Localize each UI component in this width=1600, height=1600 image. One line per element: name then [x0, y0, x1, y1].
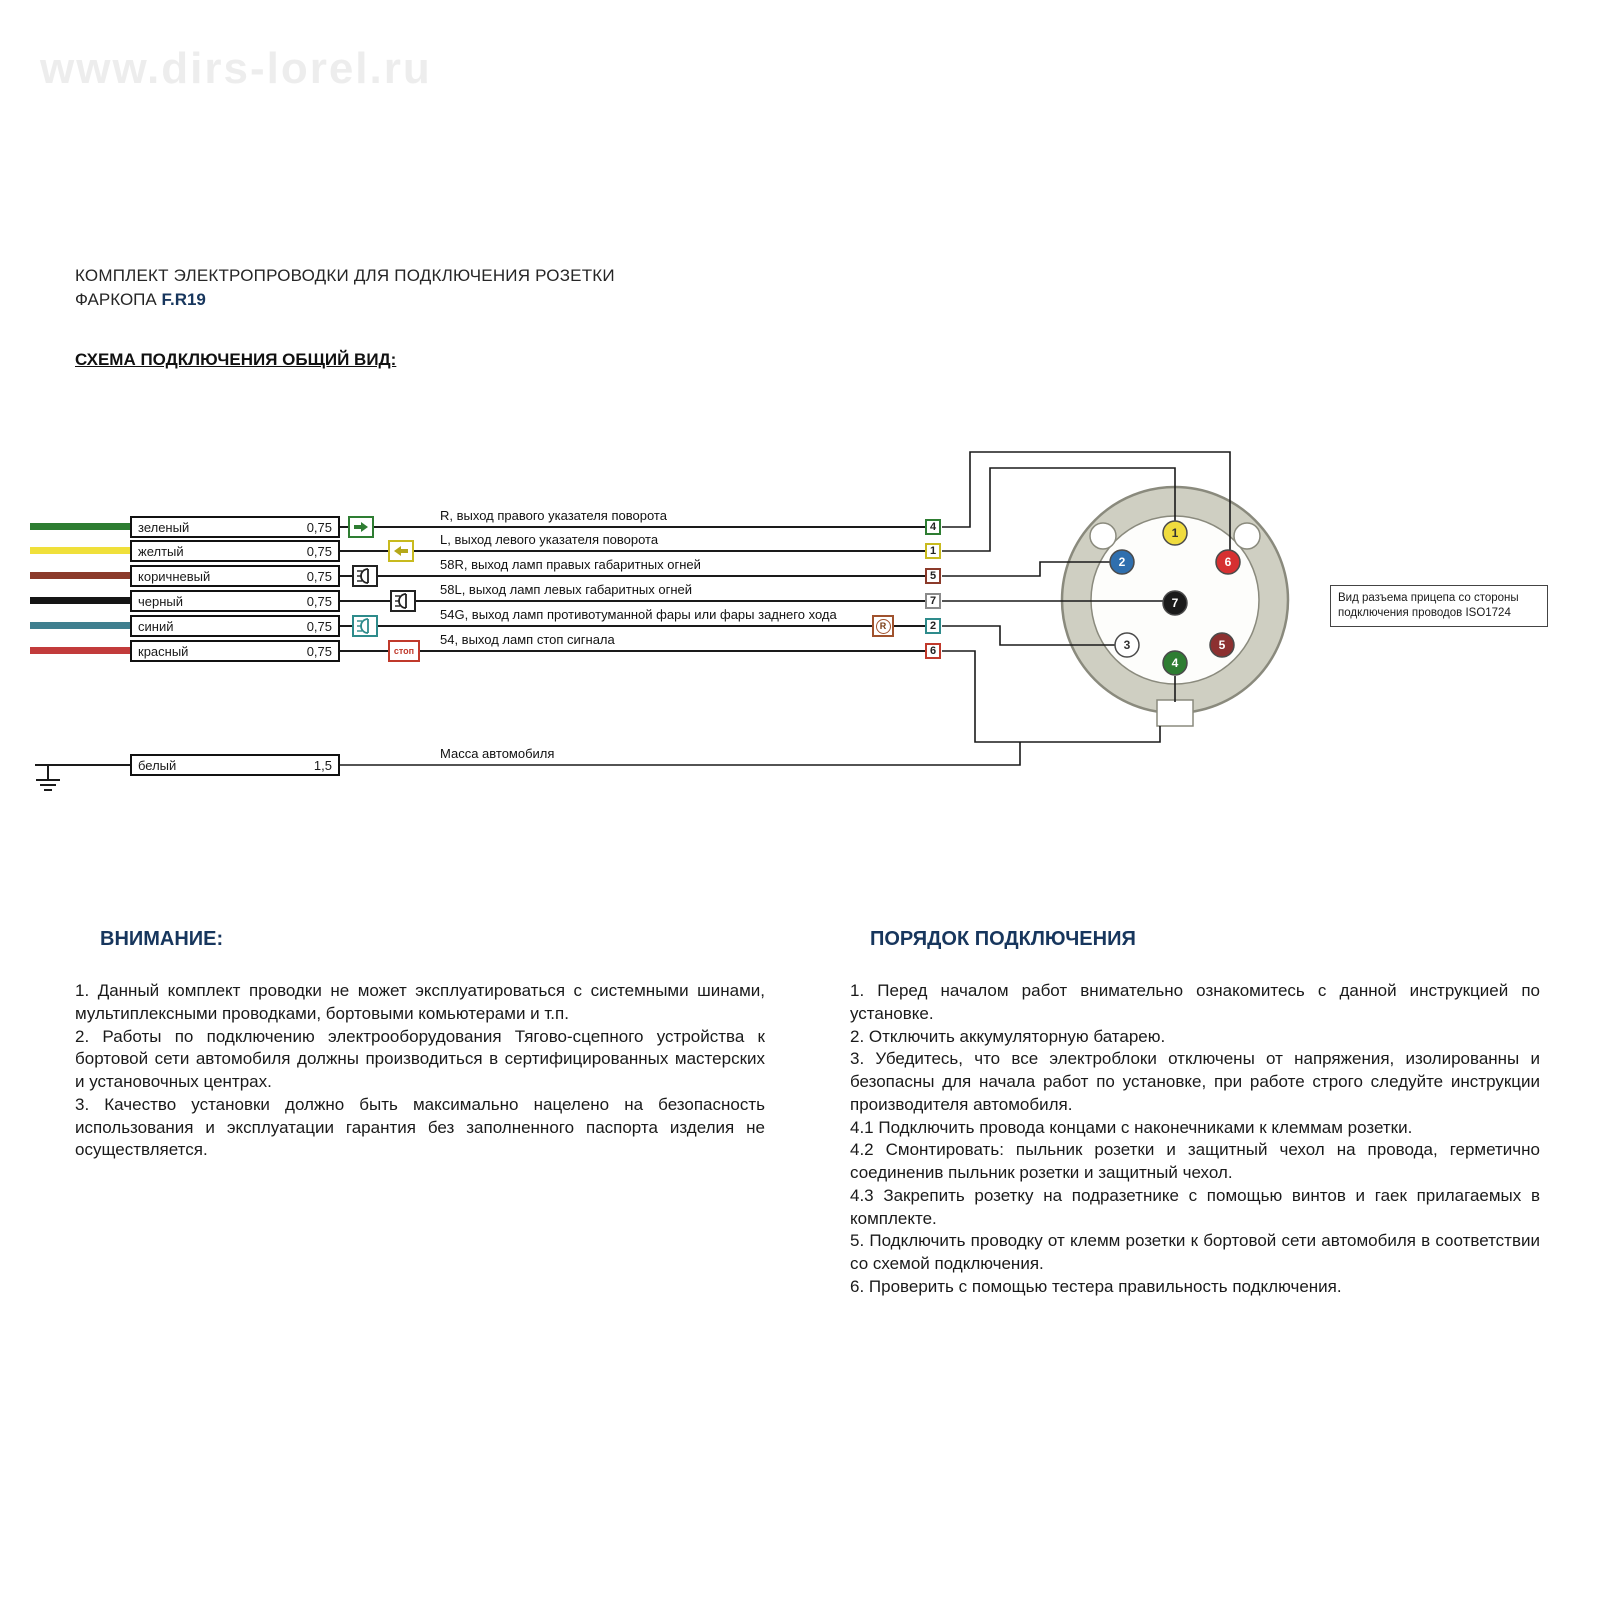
connector-note: Вид разъема прицепа со стороны подключения проводов ISO1724 — [1330, 585, 1548, 627]
pin-2-number: 2 — [1118, 555, 1126, 569]
terminal-2: 2 — [925, 618, 941, 634]
wire-size: 0,75 — [306, 643, 332, 659]
terminal-1: 1 — [925, 543, 941, 559]
wire-label-box-black — [130, 590, 340, 612]
pin-5-number: 5 — [1218, 638, 1226, 652]
document-title-line1: КОМПЛЕКТ ЭЛЕКТРОПРОВОДКИ ДЛЯ ПОДКЛЮЧЕНИЯ РОЗЕТКИ — [75, 266, 615, 285]
wire-label-box-brown — [130, 565, 340, 587]
wire-label-box-green — [130, 516, 340, 538]
attention-paragraph-1: 1. Данный комплект проводки не может эксплуатироваться с системными шинами, мультиплексными проводками, бортовыми комьютерами и т.п. — [75, 981, 765, 1023]
fog-lamp-icon — [352, 615, 378, 637]
wire-size: 0,75 — [306, 618, 332, 634]
terminal-5: 5 — [925, 568, 941, 584]
marker-lamp-icon — [390, 590, 416, 612]
stop-lamp-icon — [388, 640, 420, 662]
reverse-symbol-letter: R — [876, 619, 891, 634]
arrow-left-icon — [388, 540, 414, 562]
terminal-6: 6 — [925, 643, 941, 659]
wire-size: 1,5 — [313, 757, 332, 773]
watermark: www.dirs-lorel.ru — [40, 44, 432, 93]
order-step-6: 6. Проверить с помощью тестера правильность подключения. — [850, 1276, 1342, 1296]
wire-line — [340, 600, 925, 602]
order-step-1: 1. Перед началом работ внимательно ознакомитесь с данной инструкцией по установке. — [850, 981, 1540, 1023]
attention-paragraph-3: 3. Качество установки должно быть максимально нацелено на безопасность использования и эксплуатации гарантия без заполненного паспорта изделия не осуществляется. — [75, 1094, 765, 1160]
wire-color-name: коричневый — [138, 568, 211, 584]
wire-label-box-blue — [130, 615, 340, 637]
signal-label-right-marker: 58R, выход ламп правых габаритных огней — [440, 557, 701, 572]
pin-7-number: 7 — [1171, 596, 1179, 610]
order-step-2: 2. Отключить аккумуляторную батарею. — [850, 1026, 1166, 1046]
wire-line — [340, 575, 925, 577]
terminal-4: 4 — [925, 519, 941, 535]
ground-symbol-icon — [36, 765, 60, 790]
wire-label-box-red — [130, 640, 340, 662]
wire-line — [340, 625, 925, 627]
mounting-hole-left — [1090, 523, 1116, 549]
title-prefix: ФАРКОПА — [75, 290, 157, 309]
wire-red — [30, 647, 132, 654]
marker-lamp-icon — [352, 565, 378, 587]
wire-color-name: синий — [138, 618, 174, 634]
wire-size: 0,75 — [306, 543, 332, 559]
signal-label-left-turn: L, выход левого указателя поворота — [440, 532, 659, 547]
wire-line — [340, 526, 925, 528]
wire-brown — [30, 572, 132, 579]
wire-line — [340, 650, 925, 652]
wire-color-name: белый — [138, 757, 177, 773]
reverse-symbol-icon — [872, 615, 894, 637]
wire-label-box-white — [130, 754, 340, 776]
wire-yellow — [30, 547, 132, 554]
wire-color-name: черный — [138, 593, 184, 609]
wire-black — [30, 597, 132, 604]
section-heading: СХЕМА ПОДКЛЮЧЕНИЯ ОБЩИЙ ВИД: — [75, 350, 397, 369]
attention-text — [75, 980, 765, 1162]
wire-color-name: желтый — [138, 543, 184, 559]
order-step-5: 5. Подключить проводку от клемм розетки к бортовой сети автомобиля в соответствии со схемой подключения. — [850, 1231, 1540, 1274]
attention-heading: ВНИМАНИЕ: — [100, 928, 224, 950]
wire-color-name: зеленый — [138, 519, 190, 535]
order-step-4-1: 4.1 Подключить провода концами с наконечниками к клеммам розетки. — [850, 1117, 1413, 1137]
order-text — [850, 980, 1540, 1299]
signal-label-left-marker: 58L, выход ламп левых габаритных огней — [440, 582, 693, 597]
signal-label-right-turn: R, выход правого указателя поворота — [440, 508, 667, 523]
signal-label-stop: 54, выход ламп стоп сигнала — [440, 632, 615, 647]
wire-size: 0,75 — [306, 568, 332, 584]
terminal-7: 7 — [925, 593, 941, 609]
wire-color-name: красный — [138, 643, 189, 659]
order-heading: ПОРЯДОК ПОДКЛЮЧЕНИЯ — [870, 928, 1136, 950]
pin-3-number: 3 — [1123, 638, 1131, 652]
wire-blue — [30, 622, 132, 629]
signal-label-fog-lamp: 54G, выход ламп противотуманной фары или фары заднего хода — [440, 607, 837, 622]
arrow-right-icon — [348, 516, 374, 538]
wire-line — [340, 550, 925, 552]
wire-size: 0,75 — [306, 519, 332, 535]
wire-green — [30, 523, 132, 530]
model-code: F.R19 — [161, 290, 206, 309]
wire-size: 0,75 — [306, 593, 332, 609]
pin-1-number: 1 — [1171, 526, 1179, 540]
signal-label-ground: Масса автомобиля — [440, 746, 555, 761]
order-step-3: 3. Убедитесь, что все электроблоки отключены от напряжения, изолированны и безопасны для начала работ по установке, при работе строго следуйте инструкции производителя автомобиля. — [850, 1049, 1540, 1114]
stop-icon-label: стоп — [393, 646, 415, 656]
wire-label-box-yellow — [130, 540, 340, 562]
attention-paragraph-2: 2. Работы по подключению электрооборудования Тягово-сцепного устройства к бортовой сети автомобиля должны производиться в сертифицированных мастерских и установочных центрах. — [75, 1026, 765, 1092]
connector-bottom-tab — [1157, 700, 1193, 726]
pin-6-number: 6 — [1224, 555, 1232, 569]
order-step-4-2: 4.2 Смонтировать: пыльник розетки и защитный чехол на провода, герметично соединенив пыльник розетки и защитный чехол. — [850, 1140, 1540, 1183]
order-step-4-3: 4.3 Закрепить розетку на подразетнике с помощью винтов и гаек прилагаемых в комплекте. — [850, 1185, 1540, 1228]
pin-4-number: 4 — [1171, 656, 1179, 670]
mounting-hole-right — [1234, 523, 1260, 549]
